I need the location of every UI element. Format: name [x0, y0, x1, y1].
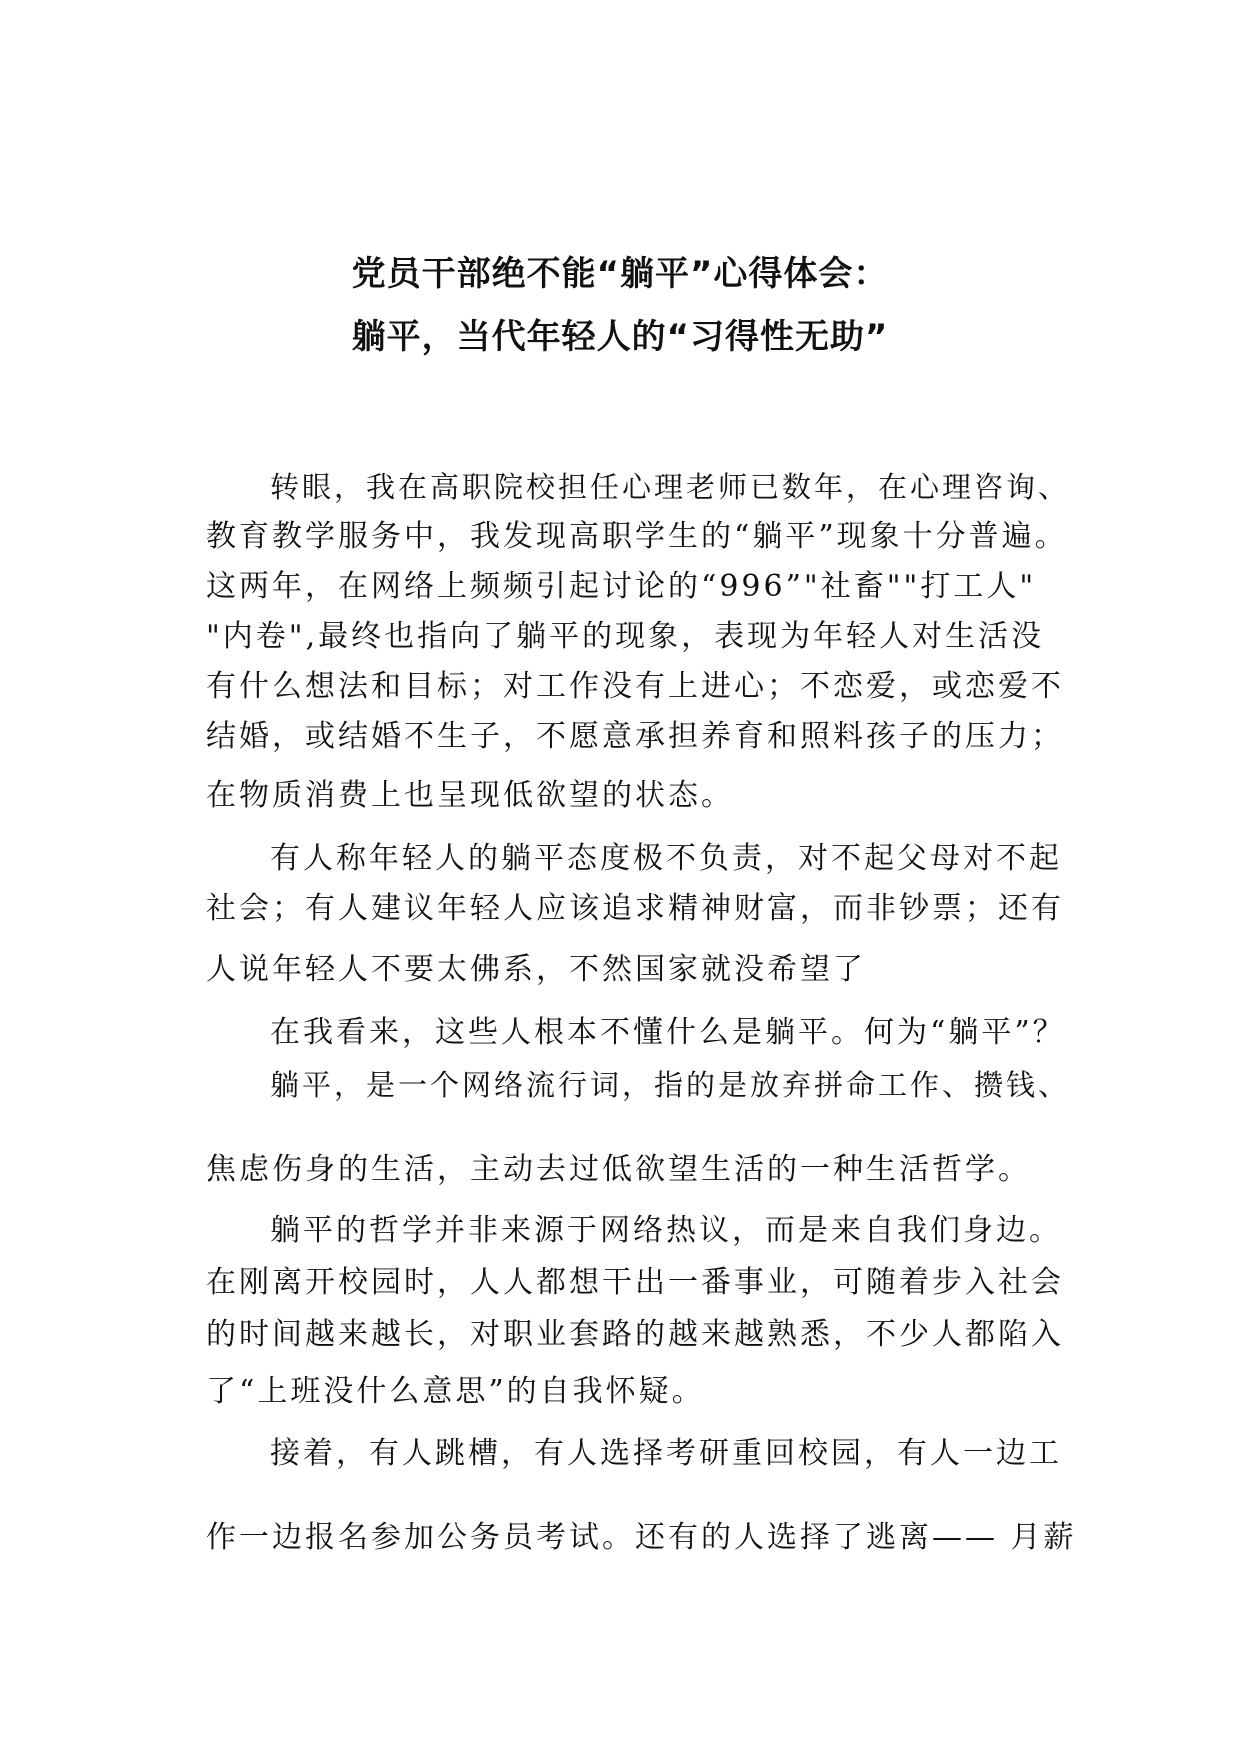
body-line-2: 教育教学服务中，我发现高职学生的“躺平”现象十分普遍。 — [206, 519, 1068, 554]
body-line-4: "内卷",最终也指向了躺平的现象，表现为年轻人对生活没 — [206, 619, 1045, 654]
title-line-1: 党员干部绝不能“躺平”心得体会： — [351, 254, 889, 294]
body-line-5: 有什么想法和目标；对工作没有上进心；不恋爱，或恋爱不 — [206, 669, 1064, 704]
document-title — [0, 243, 1240, 369]
body-line-17: 了“上班没什么意思”的自我怀疑。 — [206, 1374, 705, 1409]
body-line-11: 在我看来，这些人根本不懂什么是躺平。何为“躺平”？ — [270, 1015, 1066, 1050]
body-line-15: 在刚离开校园时，人人都想干出一番事业，可随着步入社会 — [206, 1265, 1064, 1300]
body-line-14: 躺平的哲学并非来源于网络热议，而是来自我们身边。 — [270, 1213, 1062, 1248]
title-line-2: 躺平，当代年轻人的“习得性无助” — [351, 317, 889, 357]
body-line-13: 焦虑伤身的生活，主动去过低欲望生活的一种生活哲学。 — [206, 1152, 1031, 1187]
body-line-8: 有人称年轻人的躺平态度极不负责，对不起父母对不起 — [270, 841, 1062, 876]
body-line-19: 作一边报名参加公务员考试。还有的人选择了逃离—— 月薪 — [206, 1520, 1077, 1555]
body-line-1: 转眼，我在高职院校担任心理老师已数年，在心理咨询、 — [270, 470, 1071, 504]
body-line-10: 人说年轻人不要太佛系，不然国家就没希望了 — [206, 952, 866, 987]
body-line-12: 躺平，是一个网络流行词，指的是放弃拼命工作、攒钱、 — [270, 1068, 1071, 1102]
body-line-9: 社会；有人建议年轻人应该追求精神财富，而非钞票；还有 — [206, 891, 1064, 926]
body-line-16: 的时间越来越长，对职业套路的越来越熟悉，不少人都陷入 — [206, 1317, 1064, 1352]
body-line-3: 这两年，在网络上频频引起讨论的“996”"社畜""打工人" — [206, 569, 1037, 604]
body-line-6: 结婚，或结婚不生子，不愿意承担养育和照料孩子的压力； — [206, 719, 1064, 754]
body-line-18: 接着，有人跳槽，有人选择考研重回校园，有人一边工 — [270, 1436, 1062, 1471]
body-line-7: 在物质消费上也呈现低欲望的状态。 — [206, 778, 734, 813]
